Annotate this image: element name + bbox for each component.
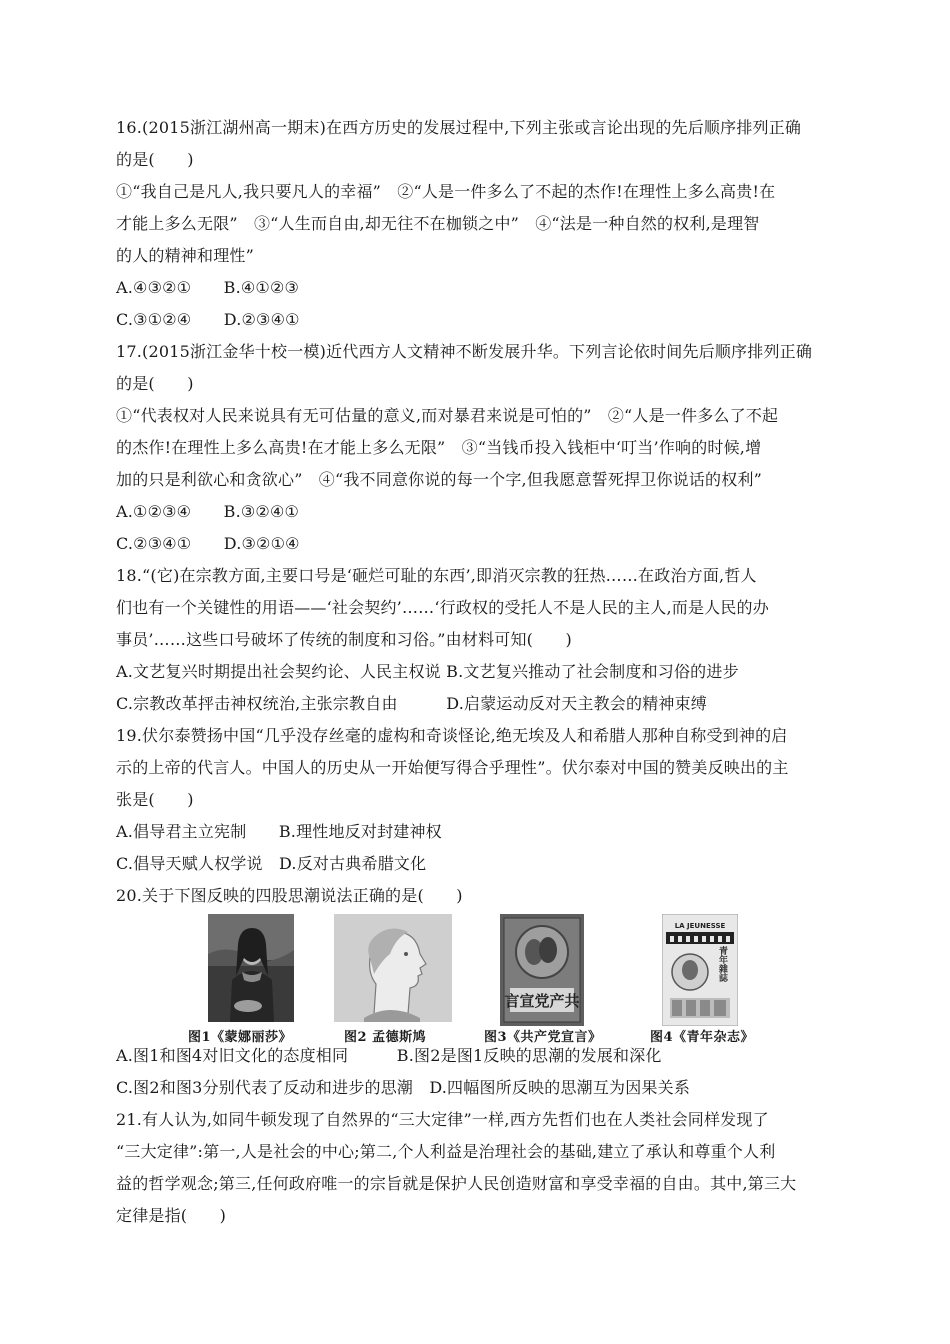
question-18-line: 们也有一个关键性的用语——‘社会契约’……‘行政权的受托人不是人民的主人,而是人民的办 [116, 598, 769, 617]
question-19-options-ab: A.倡导君主立宪制 B.理性地反对封建神权 [116, 822, 442, 841]
question-18-options-ab: A.文艺复兴时期提出社会契约论、人民主权说 B.文艺复兴推动了社会制度和习俗的进步 [116, 662, 739, 681]
question-17-line: 加的只是利欲心和贪欲心” ④“我不同意你说的每一个字,但我愿意誓死捍卫你说话的权利” [116, 470, 763, 489]
question-17-options-cd: C.②③④① D.③②①④ [116, 534, 300, 553]
question-17-line: 17.(2015浙江金华十校一模)近代西方人文精神不断发展升华。下列言论依时间先后顺序排列正确 [116, 342, 813, 361]
question-20 [116, 880, 836, 1104]
figure-3 [484, 914, 602, 1045]
question-16 [116, 112, 836, 336]
question-16-options-ab: A.④③②① B.④①②③ [116, 278, 300, 297]
question-20-options-cd: C.图2和图3分别代表了反动和进步的思潮 D.四幅图所反映的思潮互为因果关系 [116, 1078, 691, 1097]
magazine-cover-title: 青年雜誌 [717, 946, 727, 982]
question-18-options-cd: C.宗教改革抨击神权统治,主张宗教自由 D.启蒙运动反对天主教会的精神束缚 [116, 694, 707, 713]
question-17-line: 的杰作!在理性上多么高贵!在才能上多么无限” ③“当钱币投入钱柜中‘叮当’作响的时候,增 [116, 438, 762, 457]
question-21-line: 定律是指( ) [116, 1206, 227, 1225]
question-18-line: 事员’……这些口号破坏了传统的制度和习俗。”由材料可知( ) [116, 630, 572, 649]
question-20-options-ab: A.图1和图4对旧文化的态度相同 B.图2是图1反映的思潮的发展和深化 [116, 1046, 662, 1065]
question-19-line: 示的上帝的代言人。中国人的历史从一开始便写得合乎理性”。伏尔泰对中国的赞美反映出的主 [116, 758, 789, 777]
magazine-cover-top-text: LA JEUNESSE [674, 922, 726, 930]
question-16-line: ①“我自己是凡人,我只要凡人的幸福” ②“人是一件多么了不起的杰作!在理性上多么高贵!在 [116, 182, 776, 201]
figure-2-caption: 图2 孟德斯鸠 [344, 1030, 427, 1045]
question-20-figures [116, 914, 836, 1045]
figure-1-caption: 图1《蒙娜丽莎》 [188, 1030, 293, 1045]
question-16-line: 才能上多么无限” ③“人生而自由,却无往不在枷锁之中” ④“法是一种自然的权利,是理智 [116, 214, 760, 233]
figure-4-caption: 图4《青年杂志》 [650, 1030, 755, 1045]
communist-manifesto-cover-icon [500, 914, 584, 1026]
montesquieu-bust-icon [334, 914, 452, 1022]
question-page [116, 112, 836, 1232]
figure-3-caption: 图3《共产党宣言》 [484, 1030, 602, 1045]
figure-4 [650, 914, 755, 1045]
question-19-line: 张是( ) [116, 790, 194, 809]
question-18-line: 18.“(它)在宗教方面,主要口号是‘砸烂可耻的东西’,即消灭宗教的狂热……在政治方面,哲人 [116, 566, 757, 585]
question-16-options-cd: C.③①②④ D.②③④① [116, 310, 300, 329]
question-21 [116, 1104, 836, 1232]
figure-1 [188, 914, 294, 1045]
question-21-line: “三大定律”:第一,人是社会的中心;第二,个人利益是治理社会的基础,建立了承认和尊重个人利 [116, 1142, 776, 1161]
question-17-options-ab: A.①②③④ B.③②④① [116, 502, 300, 521]
question-21-line: 益的哲学观念;第三,任何政府唯一的宗旨就是保护人民创造财富和享受幸福的自由。其中,第三大 [116, 1174, 797, 1193]
question-21-line: 21.有人认为,如同牛顿发现了自然界的“三大定律”一样,西方先哲们也在人类社会同样发现了 [116, 1110, 769, 1129]
mona-lisa-icon [208, 914, 294, 1022]
youth-magazine-cover-icon [662, 914, 738, 1026]
figure-2 [334, 914, 452, 1045]
question-16-line: 的人的精神和理性” [116, 246, 254, 265]
question-19-line: 19.伏尔泰赞扬中国“几乎没存丝毫的虚构和奇谈怪论,绝无埃及人和希腊人那种自称受到神的启 [116, 726, 788, 745]
question-19 [116, 720, 836, 880]
question-16-line: 16.(2015浙江湖州高一期末)在西方历史的发展过程中,下列主张或言论出现的先后顺序排列正确 [116, 118, 802, 137]
question-17-line: 的是( ) [116, 374, 194, 393]
question-17-line: ①“代表权对人民来说具有无可估量的意义,而对暴君来说是可怕的” ②“人是一件多么了不起 [116, 406, 779, 425]
question-19-options-cd: C.倡导天赋人权学说 D.反对古典希腊文化 [116, 854, 427, 873]
question-17 [116, 336, 836, 560]
svg-text:言宣党产共: 言宣党产共 [504, 992, 580, 1010]
question-20-stem: 20.关于下图反映的四股思潮说法正确的是( ) [116, 886, 463, 905]
question-16-line: 的是( ) [116, 150, 194, 169]
question-18 [116, 560, 836, 720]
